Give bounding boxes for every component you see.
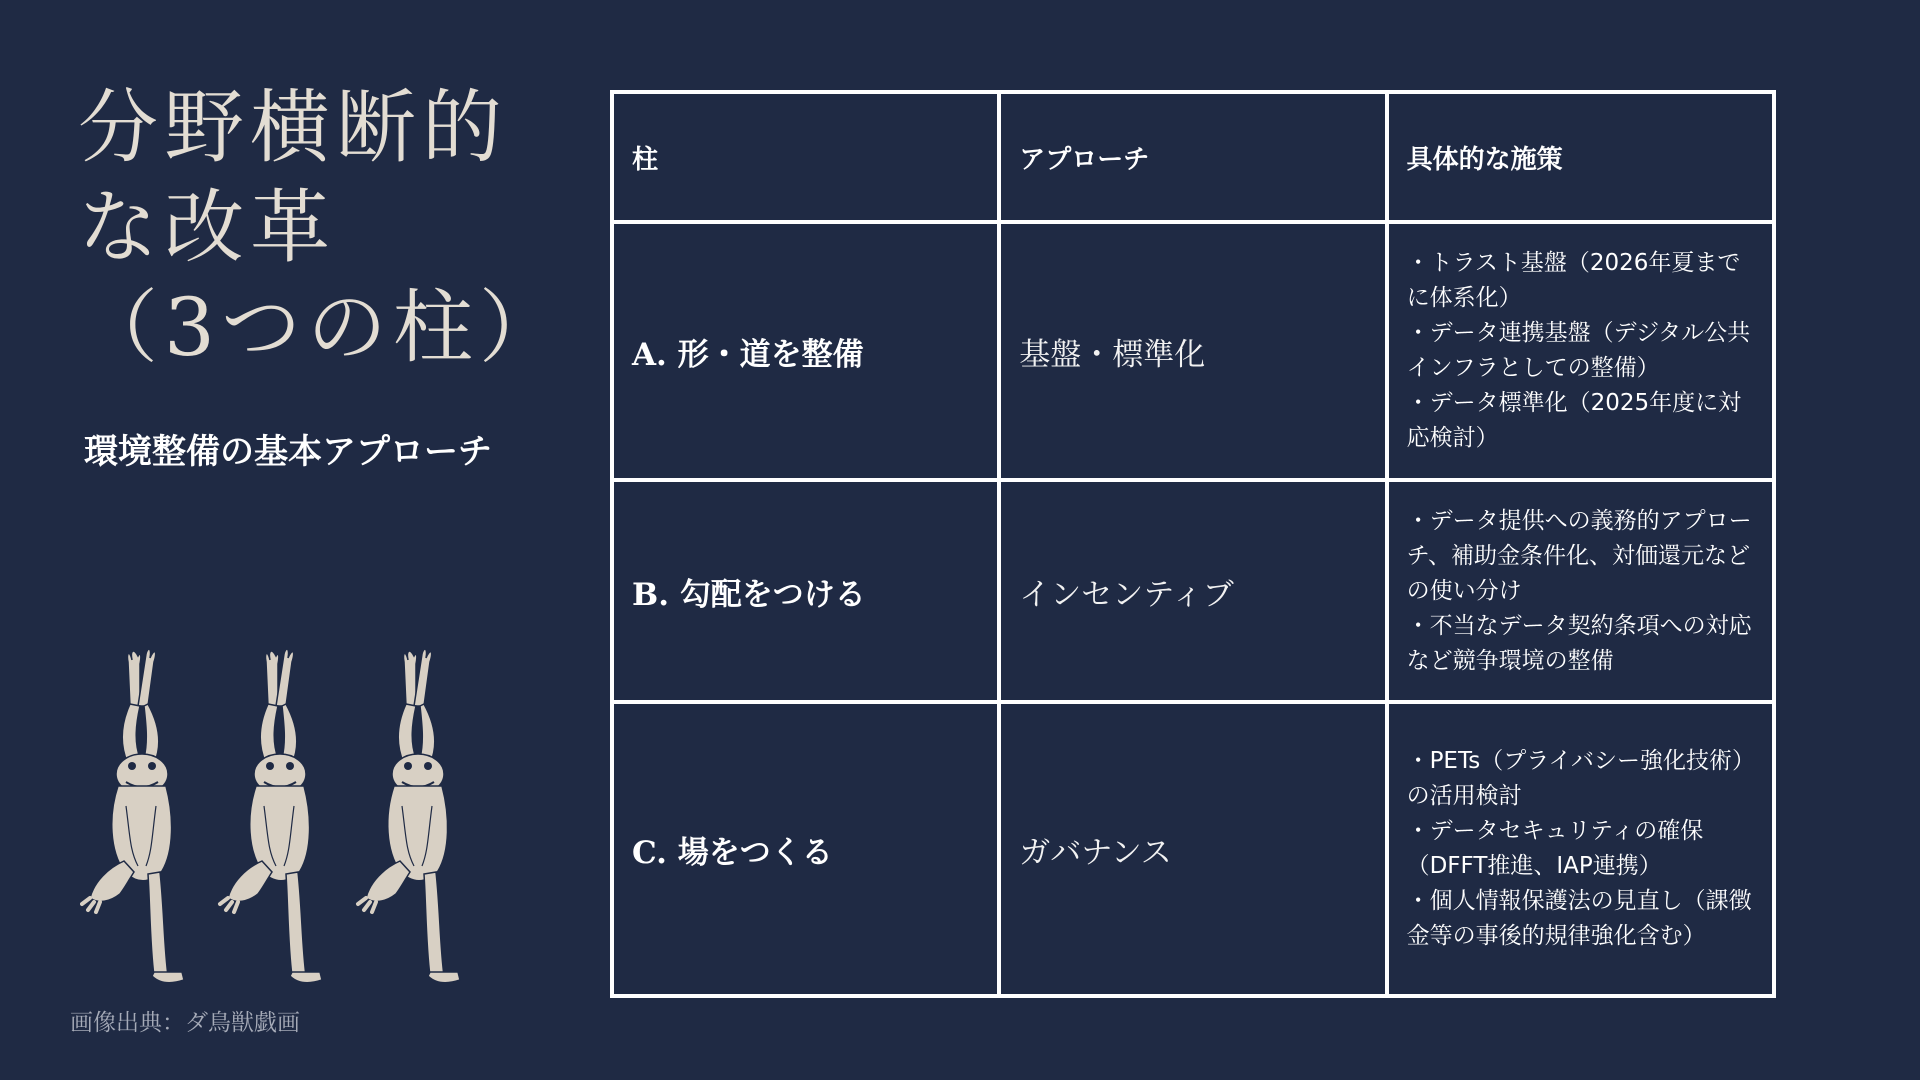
table-row (612, 480, 1774, 702)
measure-item: ・トラスト基盤（2026年夏までに体系化） (1406, 250, 1741, 311)
frog-figure-3 (358, 649, 460, 983)
measures-cell (1387, 222, 1774, 480)
pillars-table (610, 90, 1776, 998)
pillar-cell: C. 場をつくる (612, 702, 999, 996)
approach-cell: インセンティブ (999, 480, 1386, 702)
table-row (612, 702, 1774, 996)
dancing-frogs-illustration (80, 640, 490, 990)
table-header-row (612, 92, 1774, 222)
slide-title-line-3: （3つの柱） (78, 281, 565, 374)
approach-cell: 基盤・標準化 (999, 222, 1386, 480)
measure-item: ・データ提供への義務的アプローチ、補助金条件化、対価還元などの使い分け (1406, 507, 1752, 604)
measures-cell (1387, 702, 1774, 996)
measure-item: ・PETs（プライバシー強化技術）の活用検討 (1406, 748, 1744, 809)
measure-item: ・不当なデータ契約条項への対応など競争環境の整備 (1406, 612, 1752, 674)
slide-title-line-2: な改革 (78, 181, 336, 274)
header-measures: 具体的な施策 (1387, 92, 1774, 222)
image-credit: 画像出典：ダ鳥獣戯画 (70, 1010, 300, 1036)
measure-item: ・データ標準化（2025年度に対応検討） (1406, 390, 1742, 451)
header-pillar: 柱 (612, 92, 999, 222)
frog-figure-2 (220, 649, 322, 983)
slide-subtitle: 環境整備の基本アプローチ (84, 432, 492, 472)
pillar-cell: A. 形・道を整備 (612, 222, 999, 480)
measures-cell (1387, 480, 1774, 702)
measure-item: ・データ連携基盤（デジタル公共インフラとしての整備） (1406, 320, 1751, 381)
table-row (612, 222, 1774, 480)
measure-item: ・データセキュリティの確保（DFFT推進、IAP連携） (1406, 818, 1704, 879)
slide-title (78, 78, 565, 378)
frog-figure-1 (82, 649, 184, 983)
slide-title-line-1: 分野横断的 (78, 81, 508, 174)
header-approach: アプローチ (999, 92, 1386, 222)
pillar-cell: B. 勾配をつける (612, 480, 999, 702)
measure-item: ・個人情報保護法の見直し（課徴金等の事後的規律強化含む） (1406, 888, 1752, 949)
approach-cell: ガバナンス (999, 702, 1386, 996)
